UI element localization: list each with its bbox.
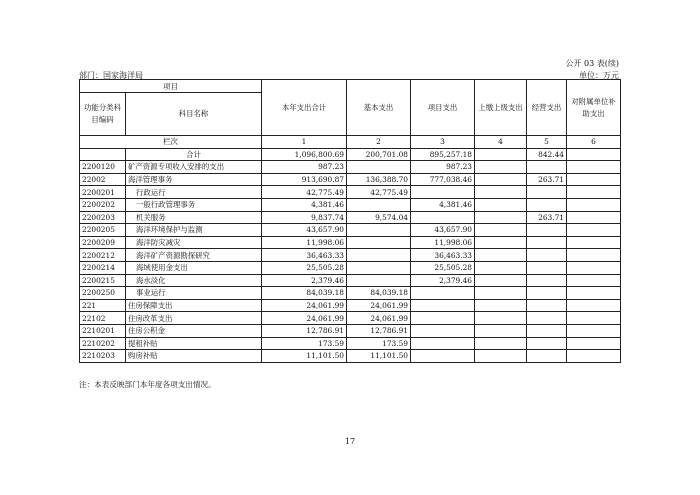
name-cell: 提租补贴	[126, 337, 262, 350]
project-cell	[411, 324, 475, 337]
subsidy-cell	[567, 299, 621, 312]
project-cell	[411, 337, 475, 350]
table-row	[80, 337, 621, 350]
upper-cell	[475, 299, 527, 312]
total-cell: 913,690.87	[262, 173, 347, 186]
name-cell: 海洋管理事务	[126, 173, 262, 186]
subsidy-cell	[567, 312, 621, 325]
code-cell: 2200250	[80, 287, 126, 300]
subsidy-cell	[567, 337, 621, 350]
project-cell: 2,379.46	[411, 274, 475, 287]
table-row	[80, 211, 621, 224]
code-cell: 2200215	[80, 274, 126, 287]
basic-cell	[347, 249, 411, 262]
index-cell: 3	[411, 136, 475, 149]
upper-cell	[475, 236, 527, 249]
code-cell	[80, 148, 126, 161]
code-cell: 2200212	[80, 249, 126, 262]
project-cell: 43,657.90	[411, 224, 475, 237]
project-cell: 11,998.06	[411, 236, 475, 249]
total-cell: 4,381.46	[262, 198, 347, 211]
business-cell	[527, 274, 567, 287]
project-cell	[411, 186, 475, 199]
code-cell: 22002	[80, 173, 126, 186]
upper-cell	[475, 350, 527, 363]
upper-cell	[475, 224, 527, 237]
name-cell: 海水淡化	[126, 274, 262, 287]
code-cell: 2200202	[80, 198, 126, 211]
index-cell: 2	[347, 136, 411, 149]
project-cell: 987.23	[411, 161, 475, 174]
code-cell: 2200201	[80, 186, 126, 199]
footnote: 注：本表反映部门本年度各项支出情况。	[79, 380, 216, 389]
table-row	[80, 186, 621, 199]
upper-cell	[475, 148, 527, 161]
table-row	[80, 236, 621, 249]
subsidy-cell	[567, 249, 621, 262]
total-cell: 2,379.46	[262, 274, 347, 287]
upper-cell	[475, 337, 527, 350]
code-header: 功能分类科目编码	[80, 93, 126, 136]
department-label: 部门：国家海洋局	[79, 71, 143, 80]
index-cell: 6	[567, 136, 621, 149]
business-cell: 263.71	[527, 211, 567, 224]
subsidy-cell	[567, 186, 621, 199]
page-number: 17	[344, 437, 356, 446]
total-cell: 11,101.50	[262, 350, 347, 363]
subsidy-header: 对附属单位补助支出	[567, 80, 621, 136]
upper-cell	[475, 211, 527, 224]
total-cell: 42,775.49	[262, 186, 347, 199]
subsidy-cell	[567, 274, 621, 287]
project-cell	[411, 287, 475, 300]
index-label: 栏次	[80, 136, 262, 149]
project-cell: 4,381.46	[411, 198, 475, 211]
index-cell: 5	[527, 136, 567, 149]
basic-cell: 24,061.99	[347, 312, 411, 325]
code-cell: 2210203	[80, 350, 126, 363]
code-cell: 2200203	[80, 211, 126, 224]
upper-cell	[475, 173, 527, 186]
subsidy-cell	[567, 161, 621, 174]
upper-cell	[475, 312, 527, 325]
project-cell	[411, 312, 475, 325]
project-header: 项目	[80, 80, 262, 93]
index-row	[80, 136, 621, 149]
code-cell: 2210201	[80, 324, 126, 337]
basic-cell	[347, 236, 411, 249]
business-cell	[527, 186, 567, 199]
name-cell: 海域使用金支出	[126, 261, 262, 274]
name-cell: 住房公积金	[126, 324, 262, 337]
code-cell: 2200214	[80, 261, 126, 274]
name-cell: 海洋矿产资源勘探研究	[126, 249, 262, 262]
basic-cell	[347, 224, 411, 237]
basic-cell	[347, 261, 411, 274]
name-cell: 事业运行	[126, 287, 262, 300]
name-cell: 住房保障支出	[126, 299, 262, 312]
table-row	[80, 161, 621, 174]
basic-cell: 84,039.18	[347, 287, 411, 300]
subsidy-cell	[567, 287, 621, 300]
name-cell: 合计	[126, 148, 262, 161]
basic-cell: 200,701.08	[347, 148, 411, 161]
project-cell: 895,257.18	[411, 148, 475, 161]
subsidy-cell	[567, 148, 621, 161]
basic-cell	[347, 161, 411, 174]
total-cell: 24,061.99	[262, 312, 347, 325]
project-cell: 777,038.46	[411, 173, 475, 186]
unit-label: 单位：万元	[579, 71, 619, 80]
name-cell: 购房补贴	[126, 350, 262, 363]
code-cell: 2210202	[80, 337, 126, 350]
table-row	[80, 261, 621, 274]
business-cell: 842.44	[527, 148, 567, 161]
index-cell: 1	[262, 136, 347, 149]
business-cell	[527, 324, 567, 337]
subsidy-cell	[567, 224, 621, 237]
table-row	[80, 312, 621, 325]
upper-cell	[475, 161, 527, 174]
table-row	[80, 249, 621, 262]
upper-cell	[475, 249, 527, 262]
business-cell	[527, 261, 567, 274]
table-row	[80, 287, 621, 300]
business-cell	[527, 312, 567, 325]
total-cell: 12,786.91	[262, 324, 347, 337]
table-row	[80, 224, 621, 237]
total-cell: 25,505.28	[262, 261, 347, 274]
code-cell: 2200209	[80, 236, 126, 249]
code-cell: 2200120	[80, 161, 126, 174]
project-cell: 36,463.33	[411, 249, 475, 262]
code-cell: 2200205	[80, 224, 126, 237]
business-cell	[527, 236, 567, 249]
table-row	[80, 173, 621, 186]
upper-payment-header: 上缴上级支出	[475, 80, 527, 136]
subsidy-cell	[567, 350, 621, 363]
business-expense-header: 经营支出	[527, 80, 567, 136]
name-cell: 海洋环境保护与监测	[126, 224, 262, 237]
business-cell	[527, 350, 567, 363]
business-cell	[527, 198, 567, 211]
name-cell: 机关服务	[126, 211, 262, 224]
basic-cell: 9,574.04	[347, 211, 411, 224]
table-row	[80, 274, 621, 287]
upper-cell	[475, 261, 527, 274]
upper-cell	[475, 198, 527, 211]
business-cell: 263.71	[527, 173, 567, 186]
business-cell	[527, 299, 567, 312]
subsidy-cell	[567, 324, 621, 337]
name-header: 科目名称	[126, 93, 262, 136]
basic-cell: 12,786.91	[347, 324, 411, 337]
upper-cell	[475, 274, 527, 287]
total-cell: 36,463.33	[262, 249, 347, 262]
total-cell: 1,096,800.69	[262, 148, 347, 161]
form-identifier: 公开 03 表(续)	[565, 59, 619, 68]
subsidy-cell	[567, 173, 621, 186]
business-cell	[527, 224, 567, 237]
name-cell: 矿产资源专项收入安排的支出	[126, 161, 262, 174]
expenditure-table	[79, 79, 621, 363]
business-cell	[527, 287, 567, 300]
total-row	[80, 148, 621, 161]
name-cell: 行政运行	[126, 186, 262, 199]
business-cell	[527, 249, 567, 262]
total-header: 本年支出合计	[262, 80, 347, 136]
basic-cell: 42,775.49	[347, 186, 411, 199]
project-cell	[411, 211, 475, 224]
basic-header: 基本支出	[347, 80, 411, 136]
code-cell: 22102	[80, 312, 126, 325]
business-cell	[527, 161, 567, 174]
total-cell: 9,837.74	[262, 211, 347, 224]
index-cell: 4	[475, 136, 527, 149]
subsidy-cell	[567, 198, 621, 211]
name-cell: 一般行政管理事务	[126, 198, 262, 211]
table-row	[80, 324, 621, 337]
business-cell	[527, 337, 567, 350]
subsidy-cell	[567, 236, 621, 249]
basic-cell	[347, 274, 411, 287]
table-row	[80, 299, 621, 312]
total-cell: 24,061.99	[262, 299, 347, 312]
basic-cell	[347, 198, 411, 211]
total-cell: 43,657.90	[262, 224, 347, 237]
total-cell: 84,039.18	[262, 287, 347, 300]
project-cell	[411, 350, 475, 363]
total-cell: 11,998.06	[262, 236, 347, 249]
table-row	[80, 198, 621, 211]
table-row	[80, 350, 621, 363]
total-cell: 987.23	[262, 161, 347, 174]
basic-cell: 24,061.99	[347, 299, 411, 312]
upper-cell	[475, 324, 527, 337]
basic-cell: 173.59	[347, 337, 411, 350]
project-cell	[411, 299, 475, 312]
subsidy-cell	[567, 211, 621, 224]
code-cell: 221	[80, 299, 126, 312]
project-expense-header: 项目支出	[411, 80, 475, 136]
upper-cell	[475, 287, 527, 300]
basic-cell: 11,101.50	[347, 350, 411, 363]
name-cell: 海洋防灾减灾	[126, 236, 262, 249]
total-cell: 173.59	[262, 337, 347, 350]
upper-cell	[475, 186, 527, 199]
basic-cell: 136,388.70	[347, 173, 411, 186]
project-cell: 25,505.28	[411, 261, 475, 274]
subsidy-cell	[567, 261, 621, 274]
name-cell: 住房改革支出	[126, 312, 262, 325]
